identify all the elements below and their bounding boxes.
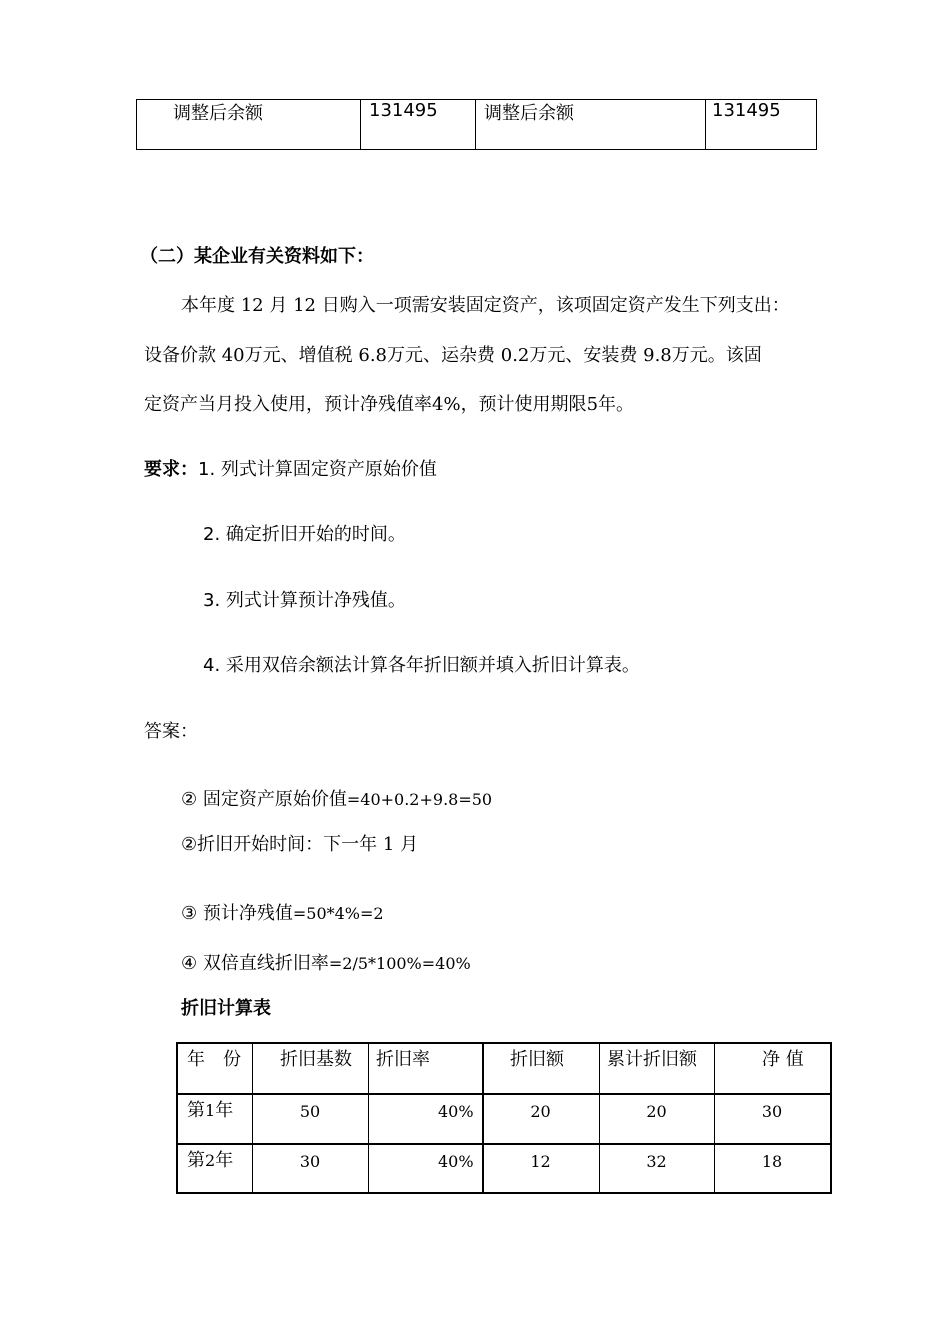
text: 万元、运杂费 bbox=[387, 345, 496, 366]
answer-2 bbox=[181, 833, 418, 857]
number: 40 bbox=[221, 345, 245, 366]
answer-3 bbox=[181, 902, 384, 926]
table-row-1-net: 30 bbox=[761, 1102, 783, 1121]
number: 12 bbox=[240, 295, 264, 316]
answer-label: 答案： bbox=[144, 721, 198, 742]
row-divider bbox=[178, 1143, 830, 1145]
paragraph-line-3 bbox=[144, 393, 634, 417]
paragraph-line-1 bbox=[181, 294, 790, 318]
answer-formula: =40+0.2+9.8=50 bbox=[346, 790, 493, 809]
answer-formula: =50*4%=2 bbox=[292, 904, 384, 923]
text: 第 bbox=[187, 1150, 205, 1171]
paragraph-line-2 bbox=[144, 344, 762, 368]
adjusted-balance-value-left: 131495 bbox=[369, 100, 438, 121]
table-row-2-amount: 12 bbox=[530, 1152, 551, 1171]
text: 定资产当月投入使用，预计净残值率 bbox=[144, 394, 432, 415]
table-row-2-base: 30 bbox=[299, 1152, 321, 1171]
adjusted-balance-value-right: 131495 bbox=[712, 100, 781, 121]
number: 4% bbox=[432, 394, 461, 415]
text: 月 bbox=[269, 295, 288, 316]
answer-text: ③ 预计净残值 bbox=[181, 903, 293, 924]
answer-1 bbox=[181, 788, 492, 812]
table-row-2-accumulated: 32 bbox=[646, 1152, 667, 1171]
text: 本年度 bbox=[181, 295, 235, 316]
table-row-2-year bbox=[187, 1149, 233, 1173]
answer-number: 1 bbox=[382, 834, 395, 855]
header-depreciation-base: 折旧基数 bbox=[280, 1049, 352, 1070]
text: 年 bbox=[215, 1100, 234, 1121]
table-divider bbox=[705, 100, 706, 149]
answer-text: ②折旧开始时间：下一年 bbox=[181, 834, 378, 855]
requirement-text: 1. 列式计算固定资产原始价值 bbox=[198, 459, 437, 480]
balance-table bbox=[136, 99, 817, 150]
text: 万元、增值税 bbox=[244, 345, 353, 366]
requirement-3: 3. 列式计算预计净残值。 bbox=[203, 590, 406, 611]
adjusted-balance-label-left: 调整后余额 bbox=[173, 103, 263, 124]
table-row-1-base: 50 bbox=[299, 1102, 321, 1121]
year-number: 2 bbox=[205, 1151, 216, 1170]
answer-4 bbox=[181, 952, 471, 976]
adjusted-balance-label-right: 调整后余额 bbox=[484, 103, 574, 124]
requirement-2: 2. 确定折旧开始的时间。 bbox=[203, 524, 406, 545]
requirement-1 bbox=[144, 458, 437, 482]
number: 12 bbox=[293, 295, 317, 316]
table-row-2-net: 18 bbox=[761, 1152, 783, 1171]
depreciation-table bbox=[176, 1042, 832, 1194]
table-row-1-amount: 20 bbox=[530, 1102, 551, 1121]
table-title: 折旧计算表 bbox=[181, 998, 271, 1019]
table-divider bbox=[360, 100, 361, 149]
section-title: （二）某企业有关资料如下： bbox=[140, 246, 374, 267]
requirements-label: 要求： bbox=[144, 459, 198, 480]
table-divider bbox=[475, 100, 476, 149]
header-net-value: 净 值 bbox=[762, 1049, 804, 1070]
table-row-1-year bbox=[187, 1099, 233, 1123]
header-depreciation-rate: 折旧率 bbox=[376, 1049, 430, 1070]
number: 0.2 bbox=[500, 345, 530, 366]
header-accumulated-depreciation: 累计折旧额 bbox=[607, 1049, 697, 1070]
text: 设备价款 bbox=[144, 345, 216, 366]
number: 9.8 bbox=[643, 345, 672, 366]
answer-text: 月 bbox=[400, 834, 419, 855]
table-row-1-accumulated: 20 bbox=[646, 1102, 667, 1121]
row-divider bbox=[178, 1093, 830, 1095]
answer-formula: =2/5*100%=40% bbox=[328, 954, 471, 973]
text: 万元、安装费 bbox=[529, 345, 638, 366]
text: 第 bbox=[187, 1100, 205, 1121]
requirement-4: 4. 采用双倍余额法计算各年折旧额并填入折旧计算表。 bbox=[203, 655, 640, 676]
answer-text: ④ 双倍直线折旧率 bbox=[181, 953, 329, 974]
number: 6.8 bbox=[358, 345, 388, 366]
table-row-1-rate: 40% bbox=[438, 1102, 474, 1121]
header-depreciation-amount: 折旧额 bbox=[510, 1049, 564, 1070]
header-year: 年 份 bbox=[187, 1049, 241, 1070]
answer-text: ② 固定资产原始价值 bbox=[181, 789, 347, 810]
year-number: 1 bbox=[205, 1101, 216, 1120]
table-row-2-rate: 40% bbox=[438, 1152, 474, 1171]
text: 日购入一项需安装固定资产，该项固定资产发生下列支出： bbox=[321, 295, 790, 316]
text: 年 bbox=[215, 1150, 234, 1171]
text: 年。 bbox=[598, 394, 635, 415]
number: 5 bbox=[586, 394, 599, 415]
text: ，预计使用期限 bbox=[460, 394, 587, 415]
text: 万元。该固 bbox=[671, 345, 762, 366]
